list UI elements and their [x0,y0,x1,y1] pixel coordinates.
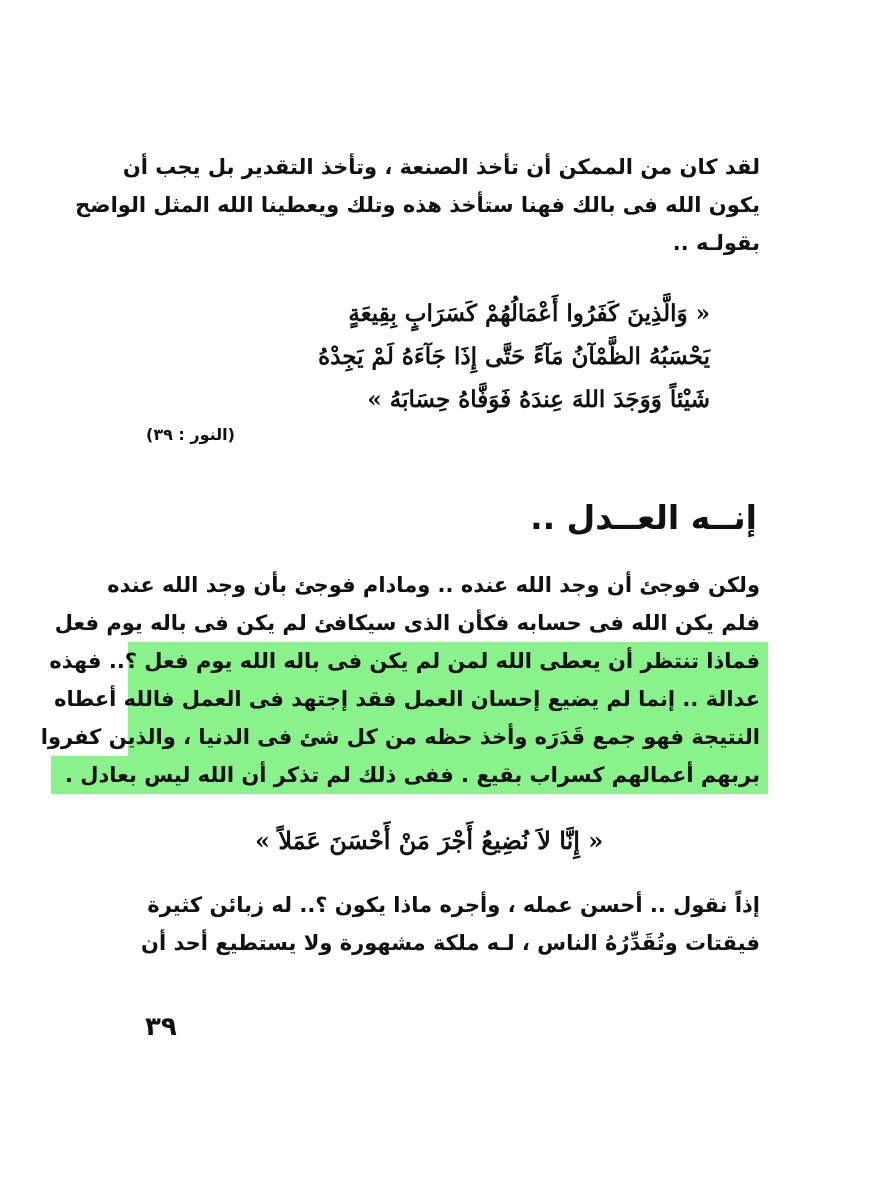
quran-verse [190,292,710,421]
body-line: فلم يكن الله فى حسابه فكأن الذى سيكافئ لم يكن فى باله يوم فعل [54,611,760,635]
closing-paragraph [138,886,760,962]
closing-line: فيقتات وتُقَدِّرُهُ الناس ، لـه ملكة مشهورة ولا يستطيع أحد أن [141,931,760,955]
verse-line: يَحْسَبُهُ الظَّمْآنُ مَآءً حَتَّى إِذَا جَآءَهُ لَمْ يَجِدْهُ [318,343,710,370]
verse-line: « وَالَّذِينَ كَفَرُوا أَعْمَالُهُمْ كَسَرَابٍ بِقِيعَةٍ [348,300,710,327]
highlighted-line: عدالة .. إنما لم يضيع إحسان العمل فقد إجتهد فى العمل فالله أعطاه [128,680,768,718]
body-line: ولكن فوجئ أن وجد الله عنده .. ومادام فوجئ بأن وجد الله عنده [107,573,760,597]
intro-line: بقولـه .. [672,231,760,255]
verse-line: شَيْئاً وَوَجَدَ اللهَ عِندَهُ فَوَفَّاهُ حِسَابَهُ » [367,386,710,413]
highlighted-line: فماذا تنتظر أن يعطى الله لمن لم يكن فى باله الله يوم فعل ؟.. فهذه [128,642,768,680]
closing-line: إذاً نقول .. أحسن عمله ، وأجره ماذا يكون ؟.. له زبائن كثيرة [147,893,760,917]
intro-line: لقد كان من الممكن أن تأخذ الصنعة ، وتأخذ التقدير بل يجب أن [122,155,760,179]
intro-line: يكون الله فى بالك فهنا ستأخذ هذه وتلك ويعطينا الله المثل الواضح [75,193,760,217]
page-number: ٣٩ [145,1012,177,1042]
section-heading: إنــه العــدل .. [530,498,757,537]
body-paragraph [40,566,760,794]
highlighted-line: النتيجة فهو جمع قَدَرَه وأخذ حظه من كل شئ فى الدنيا ، والذين كفروا [128,718,768,756]
intro-paragraph [75,148,760,262]
quran-verse-2: « إِنَّا لاَ نُضِيعُ أَجْرَ مَنْ أَحْسَنَ عَمَلاً » [255,826,604,855]
verse-citation: (النور : ٣٩) [146,425,235,444]
highlighted-line: بربهم أعمالهم كسراب بقيع . ففى ذلك لم تذكر أن الله ليس بعادل . [51,756,768,794]
highlighted-line-wrapper [65,756,760,794]
